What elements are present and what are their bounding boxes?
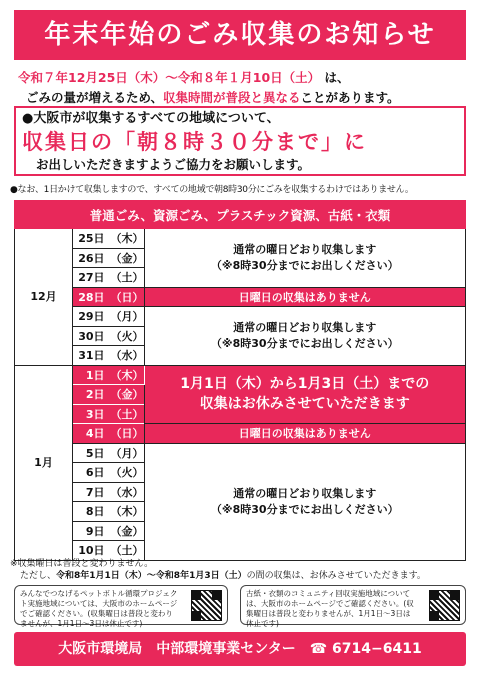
intro-line2-highlight: 収集時間が普段と異なる [163, 90, 301, 105]
weekday-cell: （日） [109, 424, 145, 444]
schedule-header: 普通ごみ、資源ごみ、プラスチック資源、古紙・衣類 [15, 201, 466, 229]
day-cell: 31日 [73, 346, 109, 366]
day-cell: 3日 [73, 404, 109, 424]
table-row [15, 287, 466, 307]
day-cell: 1日 [73, 365, 109, 385]
day-cell: 4日 [73, 424, 109, 444]
holiday-closure-desc [144, 365, 466, 424]
period-text: 令和７年12月25日（木）～令和８年１月10日（土） [18, 70, 321, 85]
day-cell: 6日 [73, 463, 109, 483]
day-cell: 5日 [73, 443, 109, 463]
weekday-cell: （月） [109, 307, 145, 327]
notice-box [14, 106, 466, 176]
day-cell: 2日 [73, 385, 109, 405]
weekday-cell: （金） [109, 248, 145, 268]
footnote-line2-pre: ただし、 [20, 571, 57, 581]
day-cell: 29日 [73, 307, 109, 327]
notice-line1: ●大阪市が収集するすべての地域について、 [22, 111, 280, 126]
notice-headline: 収集日の「朝８時３０分まで」に [22, 130, 367, 154]
pet-bottle-info-text: みんなでつなげるペットボトル循環プロジェクト実施地域については、大阪市のホームページでご確認ください。(収集曜日は普段と変わりませんが、1月1日～3日は休止です) [20, 589, 178, 628]
qr-code-icon[interactable] [191, 590, 222, 621]
notice-line3: お出しいただきますようご協力をお願いします。 [36, 157, 311, 172]
weekday-cell: （土） [109, 404, 145, 424]
normal-collection-desc [144, 307, 466, 366]
closure-line2: 収集はお休みさせていただきます [199, 396, 410, 413]
day-cell: 9日 [73, 521, 109, 541]
footnote-line2-post: の間の収集は、お休みさせていただきます。 [246, 571, 426, 581]
month-december: 12月 [15, 229, 73, 366]
qr-code-icon[interactable] [429, 590, 460, 621]
intro-text [18, 68, 468, 108]
day-cell: 7日 [73, 482, 109, 502]
normal-line2: （※8時30分までにお出しください） [210, 258, 399, 272]
weekday-cell: （火） [109, 463, 145, 483]
normal-line1: 通常の曜日どおり収集します [233, 242, 377, 256]
day-cell: 26日 [73, 248, 109, 268]
weekday-cell: （金） [109, 385, 145, 405]
table-row [15, 443, 466, 463]
table-row [15, 365, 466, 385]
normal-line2: （※8時30分までにお出しください） [210, 336, 399, 350]
weekday-cell: （木） [109, 502, 145, 522]
closure-line1: 1月1日（木）から1月3日（土）までの [180, 376, 430, 393]
table-row [15, 229, 466, 249]
normal-line1: 通常の曜日どおり収集します [233, 320, 377, 334]
weekday-cell: （土） [109, 268, 145, 288]
weekday-cell: （水） [109, 346, 145, 366]
weekday-cell: （金） [109, 521, 145, 541]
collection-note: ●なお、1日かけて収集しますので、すべての地域で朝8時30分にごみを収集するわけではありません。 [10, 185, 414, 195]
footnote [10, 558, 474, 582]
footnote-line1: ※収集曜日は普段と変わりません。 [10, 559, 154, 569]
paper-clothing-info-box [240, 585, 466, 628]
weekday-cell: （木） [109, 229, 145, 249]
schedule-table [14, 200, 466, 561]
day-cell: 30日 [73, 326, 109, 346]
weekday-cell: （木） [109, 365, 145, 385]
contact-bar: 大阪市環境局 中部環境事業センター ☎ 6714−6411 [14, 632, 466, 666]
no-sunday-collection: 日曜日の収集はありません [144, 287, 466, 307]
normal-line1: 通常の曜日どおり収集します [233, 486, 377, 500]
normal-collection-desc [144, 229, 466, 288]
weekday-cell: （月） [109, 443, 145, 463]
normal-collection-desc [144, 443, 466, 560]
no-sunday-collection: 日曜日の収集はありません [144, 424, 466, 444]
table-row [15, 424, 466, 444]
table-row [15, 307, 466, 327]
page-title: 年末年始のごみ収集のお知らせ [14, 10, 466, 60]
month-january: 1月 [15, 365, 73, 560]
day-cell: 8日 [73, 502, 109, 522]
normal-line2: （※8時30分までにお出しください） [210, 502, 399, 516]
footnote-line2-dates: 令和8年1月1日（木）～令和8年1月3日（土） [56, 571, 247, 581]
weekday-cell: （火） [109, 326, 145, 346]
day-cell: 28日 [73, 287, 109, 307]
weekday-cell: （日） [109, 287, 145, 307]
day-cell: 27日 [73, 268, 109, 288]
day-cell: 25日 [73, 229, 109, 249]
intro-line2-pre: ごみの量が増えるため、 [26, 90, 164, 105]
intro-line2-post: ことがあります。 [300, 90, 400, 105]
paper-clothing-info-text: 古紙・衣類のコミュニティ回収実施地域については、大阪市のホームページでご確認ください。(収集曜日は普段と変わりませんが、1月1日～3日は休止です) [246, 589, 414, 628]
day-cell: 10日 [73, 541, 109, 561]
weekday-cell: （土） [109, 541, 145, 561]
intro-line1-rest: は、 [320, 70, 350, 85]
weekday-cell: （水） [109, 482, 145, 502]
pet-bottle-info-box [14, 585, 228, 628]
